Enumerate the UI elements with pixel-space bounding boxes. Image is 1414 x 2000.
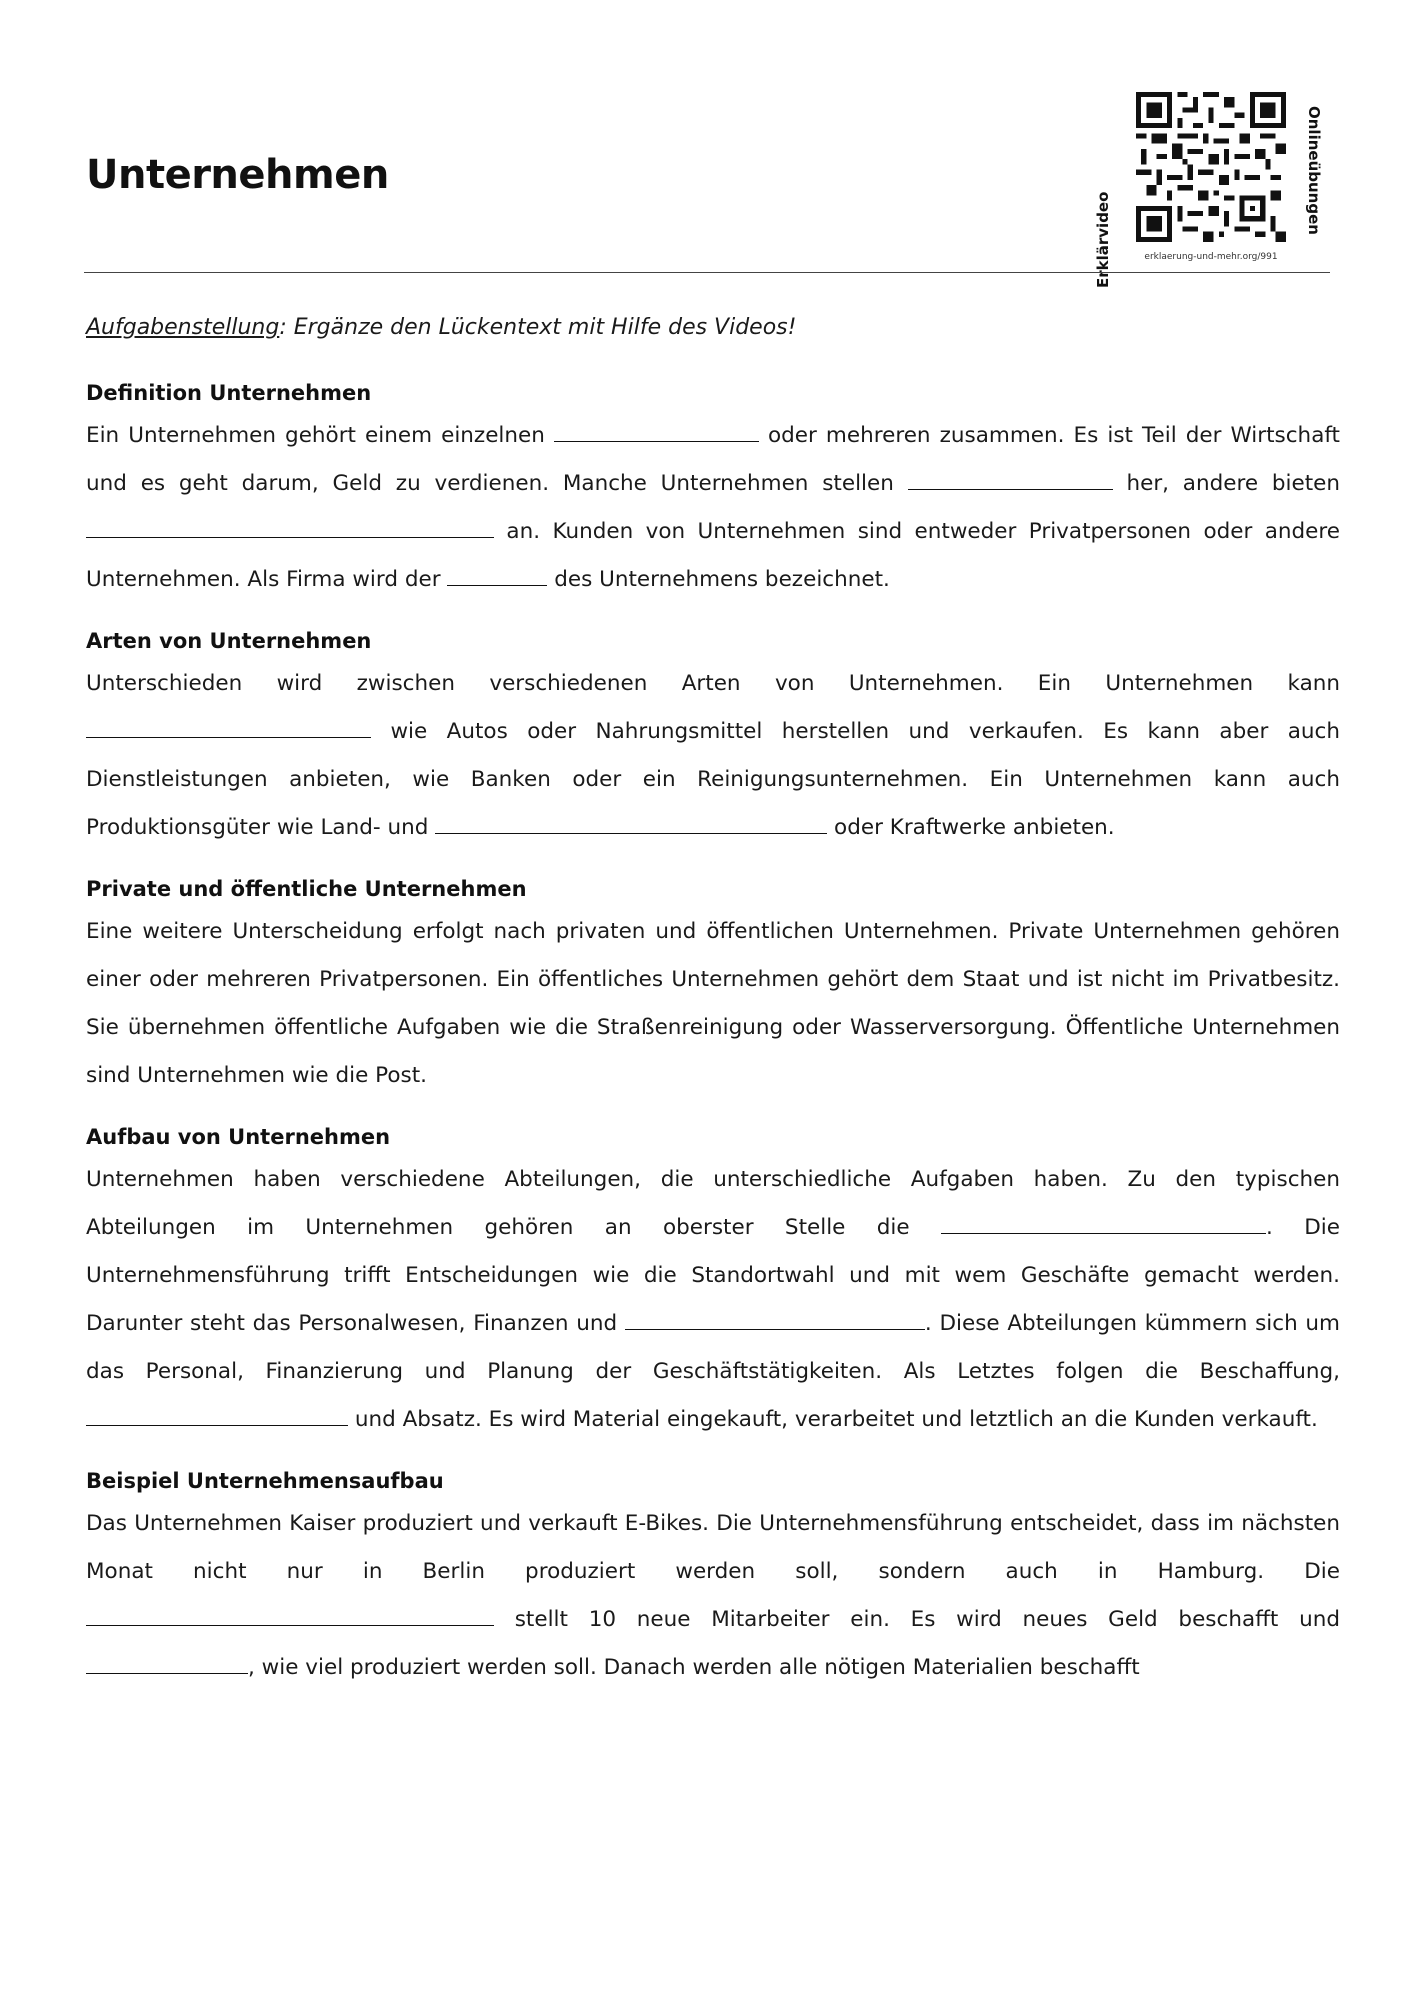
blank-field[interactable]	[86, 1650, 248, 1674]
qr-block	[1080, 88, 1330, 288]
blank-field[interactable]	[86, 714, 371, 738]
blank-field[interactable]	[447, 562, 547, 586]
online-exercises-label: Onlineübungen	[1305, 106, 1323, 235]
task-text: : Ergänze den Lückentext mit Hilfe des Videos!	[279, 315, 797, 340]
blank-field[interactable]	[86, 514, 494, 538]
text-span: stellt 10 neue Mitarbeiter ein. Es wird neues Geld beschafft und	[494, 1607, 1340, 1632]
blank-field[interactable]	[625, 1306, 925, 1330]
section-heading-types: Arten von Unternehmen	[86, 629, 372, 653]
section-text-private-public: Eine weitere Unterscheidung erfolgt nach privaten und öffentlichen Unternehmen. Private Unternehmen gehören einer oder mehreren Privatpersonen. Ein öffentliches Unternehmen gehört dem Staat und ist nicht im Privatbesitz. Sie übernehmen öffentliche Aufgaben wie die Straßenreinigung oder Wasserversorgung. Öffentliche Unternehmen sind Unternehmen wie die Post.	[86, 919, 1340, 1088]
blank-field[interactable]	[435, 810, 827, 834]
text-span: und Absatz. Es wird Material eingekauft, verarbeitet und letztlich an die Kunden verkauft.	[348, 1407, 1318, 1432]
qr-code-icon[interactable]	[1136, 92, 1286, 242]
task-label: Aufgabenstellung	[86, 315, 280, 340]
blank-field[interactable]	[941, 1210, 1266, 1234]
text-span: Unternehmen haben verschiedene Abteilungen, die unterschiedliche Aufgaben haben. Zu den typischen Abteilungen im Unternehmen gehören an oberster Stelle die	[86, 1167, 1340, 1240]
task-instruction	[86, 312, 1340, 344]
text-span: des Unternehmens bezeichnet.	[547, 567, 890, 592]
section-heading-structure: Aufbau von Unternehmen	[86, 1125, 391, 1149]
worksheet-content	[86, 312, 1340, 1710]
text-span: an. Kunden von Unternehmen sind entweder Privatpersonen oder andere Unternehmen. Als Firma wird der	[86, 519, 1340, 592]
text-span: her, andere bieten	[1112, 471, 1340, 496]
section-text-types	[86, 660, 1340, 852]
text-span: Ein Unternehmen gehört einem einzelnen	[86, 423, 554, 448]
text-span: , wie viel produziert werden soll. Danach werden alle nötigen Materialien beschafft	[248, 1655, 1140, 1680]
text-span: wie Autos oder Nahrungsmittel herstellen und verkaufen. Es kann aber auch Dienstleistungen anbieten, wie Banken oder ein Reinigungsunternehmen. Ein Unternehmen kann auch Produktionsgüter wie Land- und	[86, 719, 1340, 840]
section-heading-definition: Definition Unternehmen	[86, 381, 372, 405]
text-span: . Die Unternehmensführung trifft Entscheidungen wie die Standortwahl und mit wem Geschäfte gemacht werden. Darunter steht das Personalwesen, Finanzen und	[86, 1215, 1340, 1336]
text-span: Das Unternehmen Kaiser produziert und verkauft E-Bikes. Die Unternehmensführung entscheidet, dass im nächsten Monat nicht nur in Berlin produziert werden soll, sondern auch in Hamburg. Die	[86, 1511, 1340, 1584]
section-heading-example: Beispiel Unternehmensaufbau	[86, 1469, 444, 1493]
text-span: Unterschieden wird zwischen verschiedenen Arten von Unternehmen. Ein Unternehmen kann	[86, 671, 1340, 696]
text-span: oder Kraftwerke anbieten.	[827, 815, 1115, 840]
blank-field[interactable]	[908, 466, 1113, 490]
section-text-definition	[86, 412, 1340, 604]
explainer-video-label: Erklärvideo	[1094, 191, 1112, 288]
page-title: Unternehmen	[86, 152, 389, 198]
blank-field[interactable]	[86, 1602, 494, 1626]
section-heading-private-public: Private und öffentliche Unternehmen	[86, 877, 527, 901]
qr-url: erklaerung-und-mehr.org/991	[1144, 252, 1278, 262]
text-span: oder mehreren zusammen. Es ist Teil der Wirtschaft und es geht darum, Geld zu verdienen. Manche Unternehmen stellen	[86, 423, 1340, 496]
section-text-structure	[86, 1156, 1340, 1444]
blank-field[interactable]	[554, 418, 759, 442]
blank-field[interactable]	[86, 1402, 348, 1426]
header-divider	[84, 272, 1330, 273]
text-span: . Diese Abteilungen kümmern sich um das Personal, Finanzierung und Planung der Geschäftstätigkeiten. Als Letztes folgen die Beschaffung,	[86, 1311, 1341, 1384]
section-text-example	[86, 1500, 1340, 1692]
